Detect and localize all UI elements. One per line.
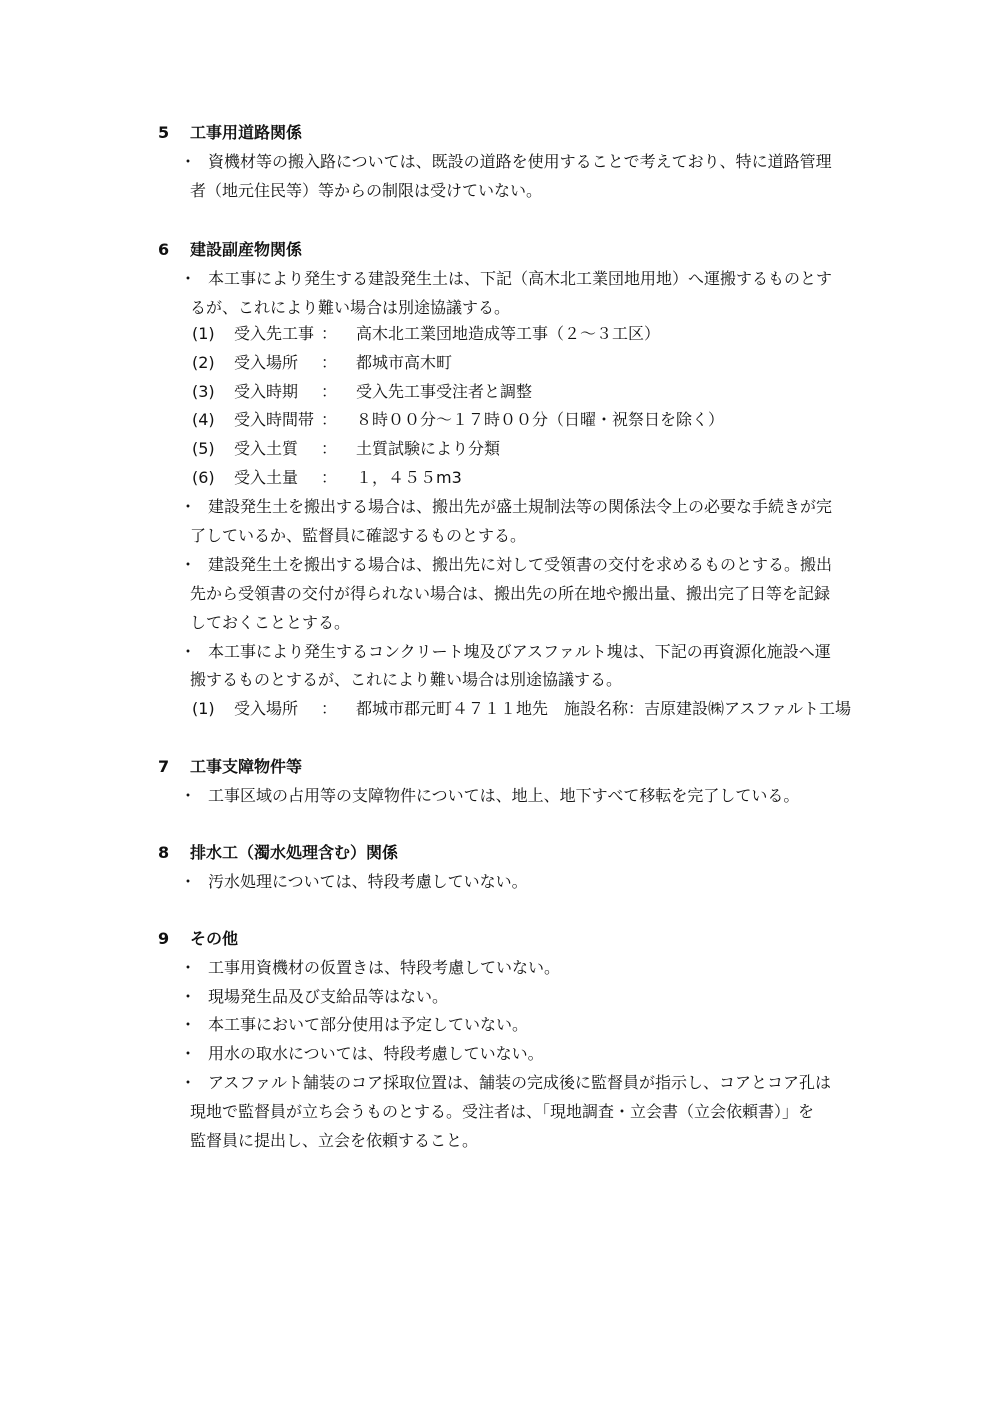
bullet-text: 監督員に提出し、立会を依頼すること。 (190, 1131, 479, 1150)
item-label: 受入場所 (234, 699, 299, 718)
item-number: (1) (192, 324, 215, 343)
item-label: 受入土質 (234, 439, 299, 458)
bullet-text: 用水の取水については、特段考慮していない。 (208, 1044, 544, 1063)
bullet-icon: ・ (179, 987, 196, 1006)
item-colon: ： (321, 439, 338, 458)
bullet-icon: ・ (179, 555, 196, 574)
bullet-text: 工事用資機材の仮置きは、特段考慮していない。 (208, 958, 561, 977)
bullet-icon: ・ (179, 1015, 196, 1034)
section-title: 排水工（濁水処理含む）関係 (190, 843, 399, 862)
bullet-icon: ・ (179, 872, 196, 891)
item-value: ８時００分～１７時００分（日曜・祝祭日を除く） (356, 410, 725, 429)
section-title: 工事支障物件等 (190, 757, 303, 776)
bullet-icon: ・ (179, 786, 196, 805)
bullet-text: 汚水処理については、特段考慮していない。 (208, 872, 528, 891)
item-value: 都城市高木町 (356, 353, 453, 372)
section-number: 7 (158, 757, 170, 776)
section-number: 8 (158, 843, 170, 862)
section-number: 6 (158, 240, 170, 259)
item-colon: ： (321, 410, 338, 429)
item-number: (1) (192, 699, 215, 718)
section-number: 5 (158, 123, 170, 142)
section-heading (158, 238, 302, 262)
bullet-text: 搬するものとするが、これにより難い場合は別途協議する。 (190, 670, 623, 689)
bullet-text: 本工事により発生するコンクリート塊及びアスファルト塊は、下記の再資源化施設へ運 (208, 642, 831, 661)
item-colon: ： (321, 353, 338, 372)
bullet-icon: ・ (179, 1073, 196, 1092)
bullet-icon: ・ (179, 152, 196, 171)
item-label: 受入先工事 (234, 324, 315, 343)
section-number: 9 (158, 929, 170, 948)
bullet-text: 現場発生品及び支給品等はない。 (208, 987, 449, 1006)
item-number: (4) (192, 410, 215, 429)
bullet-icon: ・ (179, 958, 196, 977)
item-colon: ： (321, 324, 338, 343)
bullet-text: 現地で監督員が立ち会うものとする。受注者は、「現地調査・立会書（立会依頼書）」を (190, 1102, 815, 1121)
item-label: 受入土量 (234, 468, 299, 487)
item-label: 受入時間帯 (234, 410, 315, 429)
bullet-text: 本工事により発生する建設発生土は、下記（高木北工業団地用地）へ運搬するものとす (208, 269, 833, 288)
bullet-text: 本工事において部分使用は予定していない。 (208, 1015, 529, 1034)
item-colon: ： (321, 699, 338, 718)
bullet-text: 建設発生土を搬出する場合は、搬出先に対して受領書の交付を求めるものとする。搬出 (208, 555, 833, 574)
section-heading (158, 841, 398, 865)
bullet-icon: ・ (179, 642, 196, 661)
item-value: 土質試験により分類 (356, 439, 501, 458)
bullet-text: 了しているか、監督員に確認するものとする。 (190, 526, 527, 545)
bullet-text: 資機材等の搬入路については、既設の道路を使用することで考えており、特に道路管理 (208, 152, 832, 171)
item-number: (2) (192, 353, 215, 372)
bullet-text: るが、これにより難い場合は別途協議する。 (190, 298, 511, 317)
bullet-text: アスファルト舗装のコア採取位置は、舗装の完成後に監督員が指示し、コアとコア孔は (208, 1073, 832, 1092)
item-number: (5) (192, 439, 215, 458)
item-value: 都城市郡元町４７１１地先 施設名称：吉原建設㈱アスファルト工場 (356, 699, 852, 718)
section-title: 建設副産物関係 (190, 240, 303, 259)
bullet-icon: ・ (179, 1044, 196, 1063)
section-heading (158, 121, 302, 145)
bullet-icon: ・ (179, 269, 196, 288)
bullet-text: 建設発生土を搬出する場合は、搬出先が盛土規制法等の関係法令上の必要な手続きが完 (208, 497, 833, 516)
bullet-text: 工事区域の占用等の支障物件については、地上、地下すべて移転を完了している。 (208, 786, 800, 805)
bullet-text: しておくこととする。 (190, 613, 351, 632)
bullet-text: 先から受領書の交付が得られない場合は、搬出先の所在地や搬出量、搬出完了日等を記録 (190, 584, 831, 603)
section-heading (158, 927, 238, 951)
item-label: 受入場所 (234, 353, 299, 372)
bullet-text: 者（地元住民等）等からの制限は受けていない。 (190, 181, 543, 200)
section-heading (158, 755, 302, 779)
item-value: 高木北工業団地造成等工事（２～３工区） (356, 324, 661, 343)
bullet-icon: ・ (179, 497, 196, 516)
item-colon: ： (321, 468, 338, 487)
item-value: １，４５５m3 (356, 468, 462, 487)
item-number: (6) (192, 468, 215, 487)
section-title: その他 (190, 929, 239, 948)
item-colon: ： (321, 382, 338, 401)
item-value: 受入先工事受注者と調整 (356, 382, 533, 401)
item-number: (3) (192, 382, 215, 401)
section-title: 工事用道路関係 (190, 123, 303, 142)
item-label: 受入時期 (234, 382, 299, 401)
